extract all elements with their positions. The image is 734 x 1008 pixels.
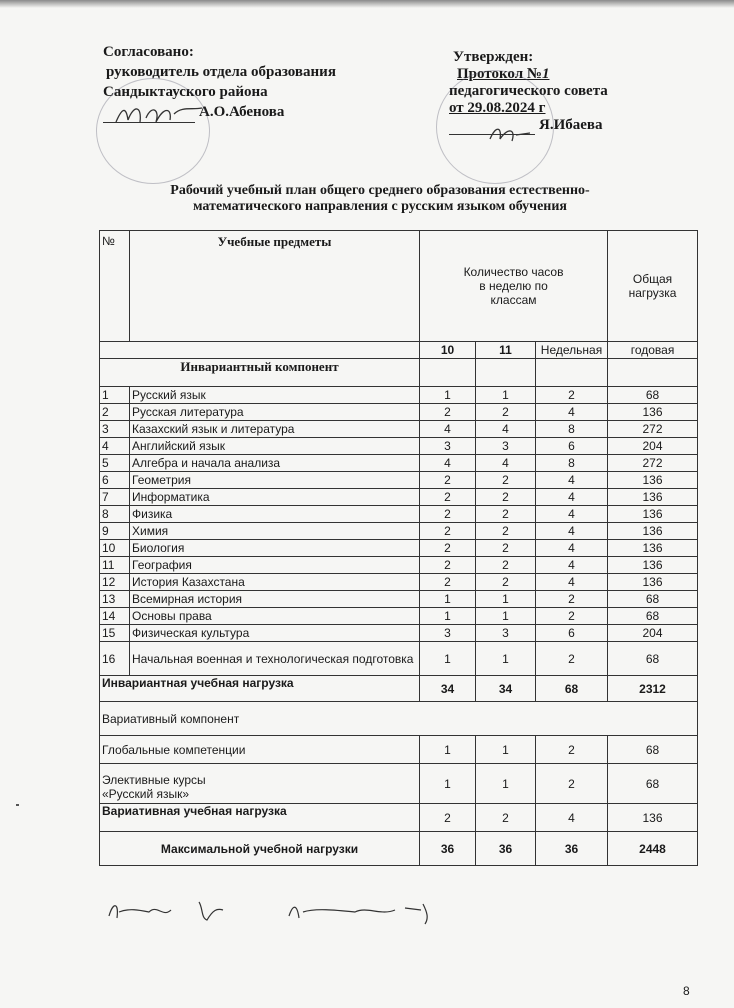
row-subject: География <box>130 557 420 574</box>
row-yearly: 136 <box>608 506 698 523</box>
variative-row <box>100 736 698 764</box>
variative-subject: Глобальные компетенции <box>100 736 420 764</box>
variative-total-label: Вариативная учебная нагрузка <box>100 804 420 832</box>
row-grade-11: 1 <box>476 387 536 404</box>
approved-label: Утвержден: <box>453 49 534 65</box>
row-number: 2 <box>100 404 130 421</box>
row-weekly: 4 <box>536 489 608 506</box>
row-grade-11: 1 <box>476 642 536 676</box>
row-grade-10: 3 <box>420 438 476 455</box>
variative-weekly: 2 <box>536 736 608 764</box>
subheader-weekly: Недельная <box>536 342 608 359</box>
row-subject: История Казахстана <box>130 574 420 591</box>
invariant-total-weekly: 68 <box>536 676 608 702</box>
agreed-label: Согласовано: <box>103 44 194 60</box>
invariant-total-label: Инвариантная учебная нагрузка <box>100 676 420 702</box>
row-grade-11: 2 <box>476 574 536 591</box>
row-yearly: 136 <box>608 574 698 591</box>
variative-row <box>100 764 698 804</box>
invariant-total-yearly: 2312 <box>608 676 698 702</box>
row-subject: Всемирная история <box>130 591 420 608</box>
council-label: педагогического совета <box>449 83 608 99</box>
subheader-grade-11: 11 <box>476 342 536 359</box>
elective-title: Элективные курсы <box>102 773 206 787</box>
max-total-grade-10: 36 <box>420 832 476 866</box>
invariant-section-label: Инвариантный компонент <box>100 359 420 387</box>
row-subject: Химия <box>130 523 420 540</box>
row-grade-11: 1 <box>476 608 536 625</box>
table-subheader-row <box>100 342 698 359</box>
row-yearly: 68 <box>608 642 698 676</box>
invariant-total-grade-10: 34 <box>420 676 476 702</box>
row-weekly: 4 <box>536 557 608 574</box>
table-row <box>100 404 698 421</box>
row-grade-11: 3 <box>476 625 536 642</box>
row-weekly: 4 <box>536 523 608 540</box>
row-subject: Английский язык <box>130 438 420 455</box>
row-grade-11: 3 <box>476 438 536 455</box>
scan-top-edge <box>0 0 734 8</box>
row-subject: Русский язык <box>130 387 420 404</box>
row-grade-10: 1 <box>420 591 476 608</box>
round-seal-stamp-left <box>96 78 210 184</box>
max-total-yearly: 2448 <box>608 832 698 866</box>
header-subjects: Учебные предметы <box>130 231 420 342</box>
document-title <box>100 183 660 215</box>
row-grade-10: 1 <box>420 387 476 404</box>
row-grade-11: 4 <box>476 421 536 438</box>
row-grade-11: 2 <box>476 506 536 523</box>
approval-date: от 29.08.2024 г <box>449 100 546 116</box>
bottom-signatures-icon <box>105 898 445 928</box>
variative-grade-10: 1 <box>420 736 476 764</box>
row-weekly: 4 <box>536 472 608 489</box>
row-number: 9 <box>100 523 130 540</box>
row-yearly: 68 <box>608 387 698 404</box>
empty-cell <box>420 359 476 387</box>
subheader-empty <box>100 342 420 359</box>
row-grade-10: 4 <box>420 421 476 438</box>
variative-total-grade-10: 2 <box>420 804 476 832</box>
variative-total-grade-11: 2 <box>476 804 536 832</box>
header-total-load: Общая нагрузка <box>608 231 698 342</box>
variative-section-label: Вариативный компонент <box>100 702 698 736</box>
row-yearly: 204 <box>608 625 698 642</box>
row-number: 6 <box>100 472 130 489</box>
table-row <box>100 574 698 591</box>
row-grade-10: 2 <box>420 489 476 506</box>
row-number: 3 <box>100 421 130 438</box>
table-header-row <box>100 231 698 342</box>
variative-grade-11: 1 <box>476 736 536 764</box>
table-row <box>100 489 698 506</box>
variative-grade-11: 1 <box>476 764 536 804</box>
protocol-number: 1 <box>541 66 550 82</box>
row-grade-10: 2 <box>420 574 476 591</box>
row-yearly: 136 <box>608 472 698 489</box>
row-grade-11: 2 <box>476 523 536 540</box>
max-total-weekly: 36 <box>536 832 608 866</box>
max-total-grade-11: 36 <box>476 832 536 866</box>
subheader-grade-10: 10 <box>420 342 476 359</box>
row-number: 8 <box>100 506 130 523</box>
signature-right-icon <box>486 123 536 145</box>
row-grade-11: 2 <box>476 404 536 421</box>
row-weekly: 4 <box>536 574 608 591</box>
variative-yearly: 68 <box>608 764 698 804</box>
invariant-total-grade-11: 34 <box>476 676 536 702</box>
row-yearly: 272 <box>608 421 698 438</box>
page-number: 8 <box>683 984 690 998</box>
table-row <box>100 455 698 472</box>
table-row <box>100 540 698 557</box>
row-weekly: 8 <box>536 421 608 438</box>
variative-yearly: 68 <box>608 736 698 764</box>
table-row <box>100 608 698 625</box>
row-subject: Основы права <box>130 608 420 625</box>
agreed-district: Сандыктауского района <box>103 84 268 100</box>
table-row <box>100 625 698 642</box>
row-grade-10: 1 <box>420 608 476 625</box>
row-grade-11: 4 <box>476 455 536 472</box>
row-weekly: 2 <box>536 591 608 608</box>
row-weekly: 4 <box>536 506 608 523</box>
row-weekly: 8 <box>536 455 608 472</box>
row-yearly: 136 <box>608 404 698 421</box>
row-grade-10: 2 <box>420 506 476 523</box>
variative-total-weekly: 4 <box>536 804 608 832</box>
row-grade-10: 1 <box>420 642 476 676</box>
row-weekly: 2 <box>536 608 608 625</box>
row-weekly: 6 <box>536 438 608 455</box>
row-subject: Физическая культура <box>130 625 420 642</box>
empty-cell <box>536 359 608 387</box>
table-row <box>100 421 698 438</box>
row-grade-11: 2 <box>476 557 536 574</box>
curriculum-table <box>99 230 698 866</box>
variative-weekly: 2 <box>536 764 608 804</box>
row-yearly: 136 <box>608 489 698 506</box>
row-subject: Физика <box>130 506 420 523</box>
variative-grade-10: 1 <box>420 764 476 804</box>
row-grade-10: 2 <box>420 404 476 421</box>
row-subject: Начальная военная и технологическая подготовка <box>130 642 420 676</box>
row-yearly: 136 <box>608 557 698 574</box>
max-total-row <box>100 832 698 866</box>
table-row <box>100 387 698 404</box>
max-total-label: Максимальной учебной нагрузки <box>100 832 420 866</box>
row-number: 7 <box>100 489 130 506</box>
table-row <box>100 472 698 489</box>
variative-total-row <box>100 804 698 832</box>
row-weekly: 6 <box>536 625 608 642</box>
row-yearly: 136 <box>608 523 698 540</box>
empty-cell <box>476 359 536 387</box>
agreed-position: руководитель отдела образования <box>106 64 336 80</box>
variative-total-yearly: 136 <box>608 804 698 832</box>
approved-name: Я.Ибаева <box>539 117 603 133</box>
row-grade-10: 2 <box>420 472 476 489</box>
row-number: 16 <box>100 642 130 676</box>
row-number: 13 <box>100 591 130 608</box>
title-line-2: математического направления с русским языком обучения <box>192 199 567 214</box>
table-row <box>100 506 698 523</box>
row-number: 5 <box>100 455 130 472</box>
table-row <box>100 642 698 676</box>
row-grade-10: 2 <box>420 523 476 540</box>
row-yearly: 204 <box>608 438 698 455</box>
elective-course: «Русский язык» <box>102 787 190 801</box>
invariant-total-row <box>100 676 698 702</box>
row-grade-10: 4 <box>420 455 476 472</box>
row-subject: Русская литература <box>130 404 420 421</box>
header-hours: Количество часов в неделю по классам <box>420 231 608 342</box>
row-number: 4 <box>100 438 130 455</box>
subheader-yearly: годовая <box>608 342 698 359</box>
variative-section-row <box>100 702 698 736</box>
row-subject: Геометрия <box>130 472 420 489</box>
table-row <box>100 438 698 455</box>
row-number: 15 <box>100 625 130 642</box>
row-weekly: 4 <box>536 404 608 421</box>
row-grade-10: 2 <box>420 557 476 574</box>
table-row <box>100 591 698 608</box>
variative-subject <box>100 764 420 804</box>
invariant-section-row <box>100 359 698 387</box>
row-yearly: 68 <box>608 591 698 608</box>
row-grade-11: 2 <box>476 540 536 557</box>
table-row <box>100 523 698 540</box>
empty-cell <box>608 359 698 387</box>
row-weekly: 2 <box>536 387 608 404</box>
row-number: 1 <box>100 387 130 404</box>
row-number: 12 <box>100 574 130 591</box>
row-subject: Алгебра и начала анализа <box>130 455 420 472</box>
scan-speck <box>16 804 19 806</box>
row-number: 14 <box>100 608 130 625</box>
row-subject: Биология <box>130 540 420 557</box>
protocol-label: Протокол № <box>457 66 542 82</box>
row-grade-11: 2 <box>476 472 536 489</box>
row-yearly: 68 <box>608 608 698 625</box>
row-grade-10: 2 <box>420 540 476 557</box>
header-number: № <box>100 231 130 342</box>
row-number: 11 <box>100 557 130 574</box>
row-grade-11: 2 <box>476 489 536 506</box>
row-yearly: 136 <box>608 540 698 557</box>
row-subject: Казахский язык и литература <box>130 421 420 438</box>
signature-left-icon <box>112 100 207 130</box>
row-yearly: 272 <box>608 455 698 472</box>
agreed-name: А.О.Абенова <box>199 104 285 120</box>
table-row <box>100 557 698 574</box>
row-grade-11: 1 <box>476 591 536 608</box>
row-weekly: 4 <box>536 540 608 557</box>
title-line-1: Рабочий учебный план общего среднего образования естественно- <box>170 183 590 198</box>
row-weekly: 2 <box>536 642 608 676</box>
row-number: 10 <box>100 540 130 557</box>
row-subject: Информатика <box>130 489 420 506</box>
row-grade-10: 3 <box>420 625 476 642</box>
